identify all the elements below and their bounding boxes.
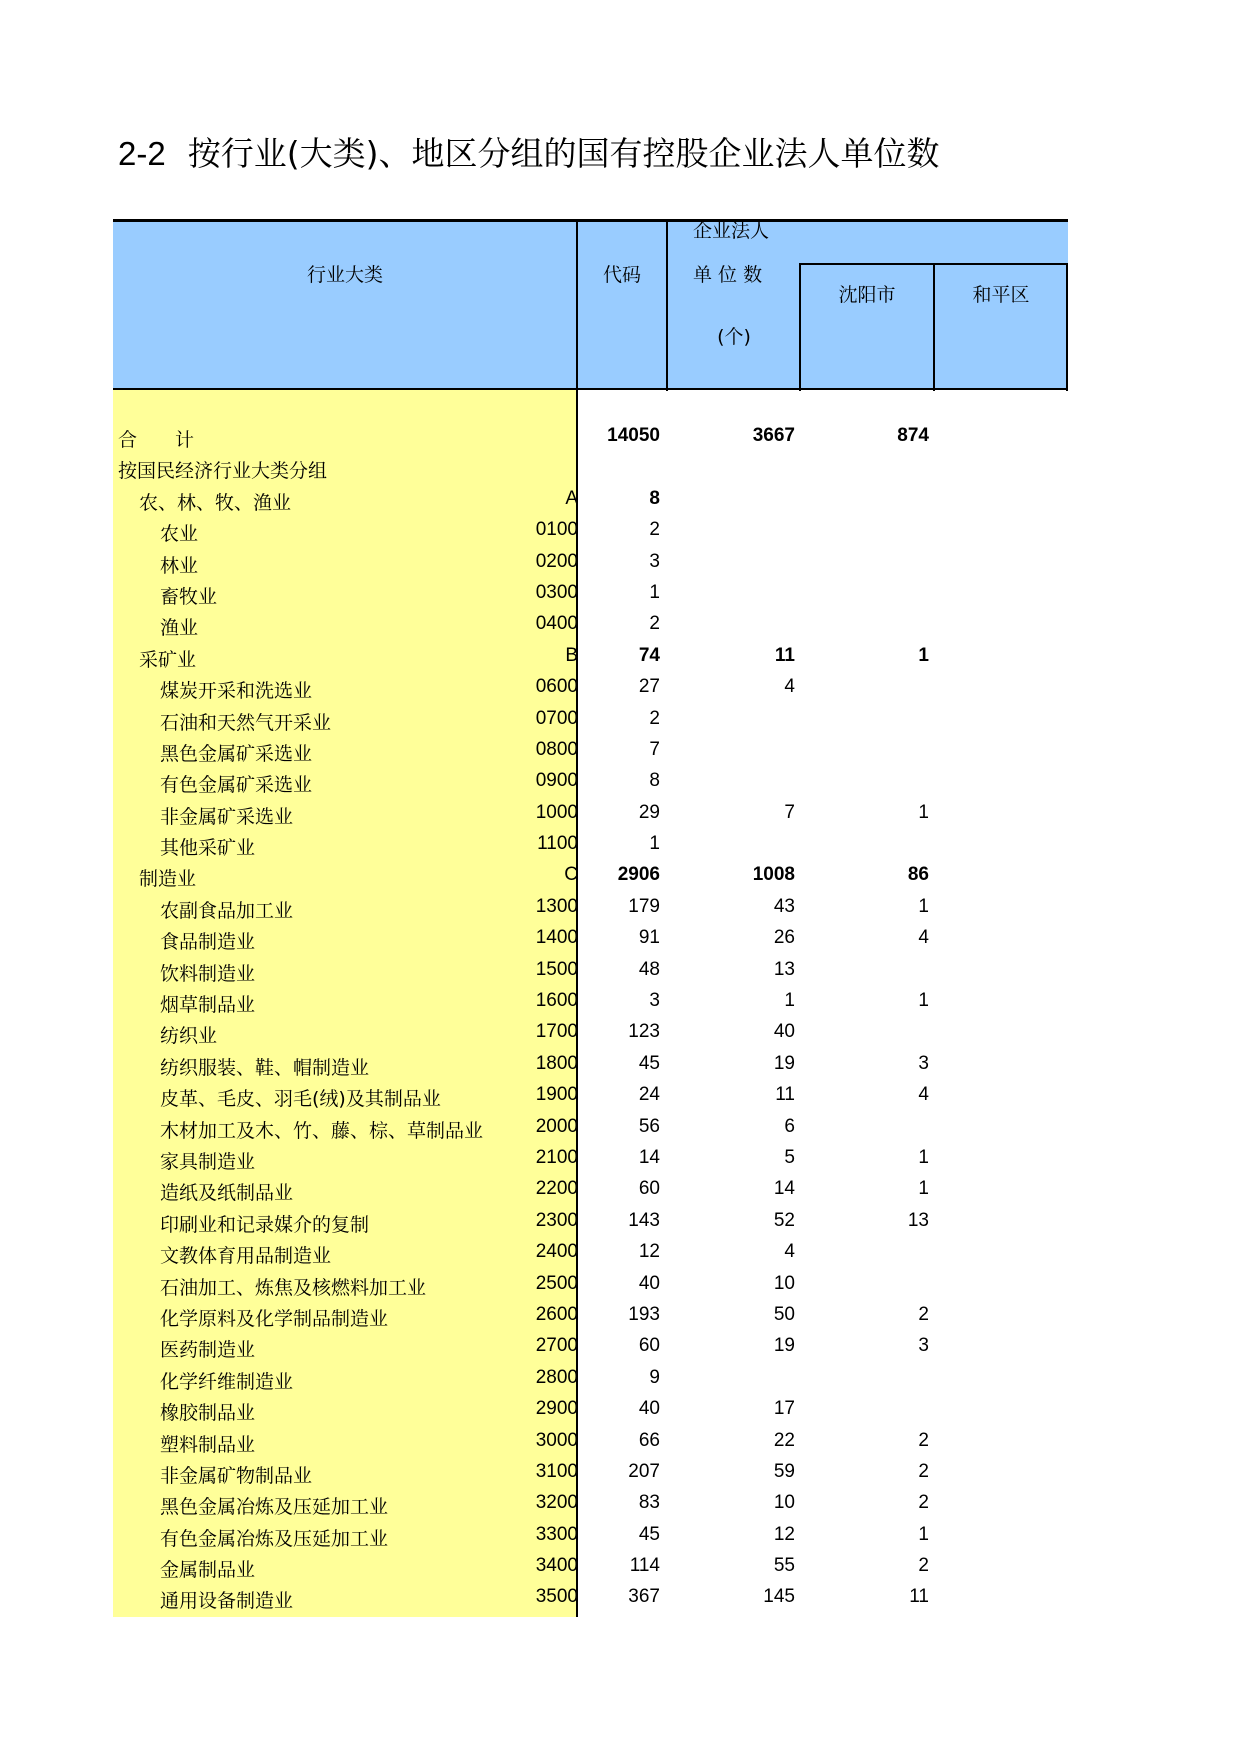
table-row <box>113 955 1068 986</box>
industry-name: 按国民经济行业大类分组 <box>118 460 328 483</box>
table-row <box>113 609 1068 640</box>
table-row <box>113 923 1068 954</box>
shenyang-count: 17 <box>773 1398 795 1420</box>
table-row <box>113 1457 1068 1488</box>
column-divider <box>666 222 668 391</box>
industry-name: 非金属矿采选业 <box>160 805 294 828</box>
table-row <box>113 1112 1068 1143</box>
shenyang-count: 13 <box>773 958 795 980</box>
industry-code: 1900 <box>535 1084 578 1106</box>
total-count: 8 <box>649 487 660 509</box>
industry-name: 造纸及纸制品业 <box>160 1182 294 1205</box>
shenyang-count: 4 <box>784 676 795 698</box>
heping-count: 3 <box>918 1335 929 1357</box>
industry-code: 2800 <box>535 1366 578 1388</box>
total-count: 7 <box>649 738 660 760</box>
table-row <box>113 986 1068 1017</box>
industry-code: 2900 <box>535 1398 578 1420</box>
industry-name: 橡胶制品业 <box>160 1402 256 1425</box>
table-row <box>113 829 1068 860</box>
header-unit-of-measure: (个) <box>717 326 751 348</box>
total-count: 45 <box>638 1052 660 1074</box>
industry-code: 2700 <box>535 1335 578 1357</box>
total-count: 2 <box>649 519 660 541</box>
header-industry: 行业大类 <box>306 264 383 286</box>
table-row <box>113 1520 1068 1551</box>
industry-name: 合 计 <box>118 429 195 451</box>
shenyang-count: 55 <box>773 1555 795 1577</box>
table-row <box>113 1331 1068 1362</box>
industry-name: 非金属矿物制品业 <box>160 1464 313 1487</box>
industry-code: A <box>565 487 578 509</box>
shenyang-count: 145 <box>763 1586 795 1608</box>
total-count: 1 <box>649 581 660 603</box>
total-count: 40 <box>638 1272 660 1294</box>
total-count: 27 <box>638 676 660 698</box>
total-count: 45 <box>638 1523 660 1545</box>
heping-count: 1 <box>918 1146 929 1168</box>
industry-code: 3000 <box>535 1429 578 1451</box>
industry-code: 2500 <box>535 1272 578 1294</box>
table-row <box>113 672 1068 703</box>
heping-count: 2 <box>918 1460 929 1482</box>
header-shenyang: 沈阳市 <box>838 284 896 306</box>
shenyang-count: 14 <box>773 1178 795 1200</box>
table-row <box>113 766 1068 797</box>
heping-count: 1 <box>918 990 929 1012</box>
header-group: 企业法人 <box>693 220 770 242</box>
heping-count: 1 <box>918 1523 929 1545</box>
industry-code: 1000 <box>535 801 578 823</box>
heping-count: 874 <box>897 425 929 446</box>
total-count: 207 <box>628 1460 660 1482</box>
heping-count: 2 <box>918 1429 929 1451</box>
shenyang-count: 26 <box>773 927 795 949</box>
shenyang-count: 59 <box>773 1460 795 1482</box>
total-count: 2 <box>649 613 660 635</box>
industry-name: 文教体育用品制造业 <box>160 1245 332 1268</box>
total-count: 12 <box>638 1241 660 1263</box>
total-count: 114 <box>629 1555 660 1577</box>
table-row <box>113 1017 1068 1048</box>
industry-name: 石油加工、炼焦及核燃料加工业 <box>160 1276 427 1299</box>
industry-name: 食品制造业 <box>160 931 256 954</box>
industry-name: 家具制造业 <box>160 1150 256 1173</box>
header-units: 单 位 数 <box>693 264 763 286</box>
industry-name: 畜牧业 <box>160 585 218 608</box>
industry-name: 饮料制造业 <box>160 962 256 985</box>
shenyang-count: 19 <box>773 1052 795 1074</box>
table-row <box>113 421 1068 452</box>
heping-count: 3 <box>918 1052 929 1074</box>
industry-code: 3200 <box>535 1492 578 1514</box>
industry-code: 2100 <box>535 1146 578 1168</box>
table-number: 2-2 <box>118 135 166 172</box>
industry-name: 通用设备制造业 <box>160 1590 294 1613</box>
total-count: 60 <box>638 1178 660 1200</box>
industry-name: 农副食品加工业 <box>160 899 294 922</box>
heping-count: 4 <box>918 1084 929 1106</box>
shenyang-count: 1008 <box>752 864 795 886</box>
industry-code: 0900 <box>535 770 578 792</box>
total-count: 2906 <box>617 864 660 886</box>
industry-name: 医药制造业 <box>160 1339 256 1362</box>
table-row <box>113 1551 1068 1582</box>
table-row <box>113 578 1068 609</box>
industry-code: 0200 <box>535 550 578 572</box>
industry-name: 制造业 <box>139 868 197 891</box>
industry-code: 3300 <box>535 1523 578 1545</box>
industry-name: 皮革、毛皮、羽毛(绒)及其制品业 <box>160 1088 441 1111</box>
shenyang-count: 11 <box>775 1084 795 1106</box>
heping-count: 1 <box>918 801 929 823</box>
industry-code: 0300 <box>535 581 578 603</box>
total-count: 367 <box>628 1586 660 1608</box>
industry-name: 林业 <box>160 554 199 577</box>
table-row <box>113 1394 1068 1425</box>
industry-code: 0400 <box>535 613 578 635</box>
industry-name: 黑色金属矿采选业 <box>160 742 313 765</box>
total-count: 143 <box>628 1209 660 1231</box>
industry-name: 渔业 <box>160 617 199 640</box>
table-row <box>113 704 1068 735</box>
total-count: 74 <box>638 644 660 666</box>
table-row <box>113 1269 1068 1300</box>
industry-code: 1300 <box>535 895 578 917</box>
table-row <box>113 1174 1068 1205</box>
table-row <box>113 892 1068 923</box>
table-row <box>113 1300 1068 1331</box>
table-row <box>113 641 1068 672</box>
industry-name: 石油和天然气开采业 <box>160 711 332 734</box>
heping-count: 4 <box>918 927 929 949</box>
total-count: 83 <box>638 1492 660 1514</box>
industry-name: 煤炭开采和洗选业 <box>160 680 313 703</box>
table-row <box>113 1080 1068 1111</box>
industry-code: 3400 <box>535 1555 578 1577</box>
industry-code: 2400 <box>535 1241 578 1263</box>
shenyang-count: 4 <box>784 1241 795 1263</box>
table-row <box>113 860 1068 891</box>
table-row <box>113 1237 1068 1268</box>
table-row <box>113 1363 1068 1394</box>
industry-name: 木材加工及木、竹、藤、棕、草制品业 <box>160 1119 484 1142</box>
shenyang-count: 11 <box>774 644 795 666</box>
table-row <box>113 1049 1068 1080</box>
heping-count: 1 <box>918 1178 929 1200</box>
table-row <box>113 484 1068 515</box>
industry-code: 1800 <box>535 1052 578 1074</box>
industry-code: C <box>564 864 578 886</box>
heping-count: 2 <box>918 1303 929 1325</box>
table-header <box>113 219 1068 390</box>
column-divider <box>576 222 578 391</box>
table-row <box>113 452 1068 483</box>
total-count: 40 <box>638 1398 660 1420</box>
total-count: 48 <box>638 958 660 980</box>
total-count: 66 <box>638 1429 660 1451</box>
industry-code: 1700 <box>535 1021 578 1043</box>
heping-count: 11 <box>909 1586 929 1608</box>
table-body <box>113 421 1068 1614</box>
total-count: 8 <box>649 770 660 792</box>
table-title: 按行业(大类)、地区分组的国有控股企业法人单位数 <box>187 134 940 173</box>
total-count: 29 <box>638 801 660 823</box>
total-count: 60 <box>638 1335 660 1357</box>
shenyang-count: 52 <box>773 1209 795 1231</box>
total-count: 3 <box>649 990 660 1012</box>
total-count: 91 <box>638 927 660 949</box>
shenyang-count: 43 <box>773 895 795 917</box>
industry-name: 黑色金属冶炼及压延加工业 <box>160 1496 389 1519</box>
industry-name: 纺织服装、鞋、帽制造业 <box>160 1056 370 1079</box>
table-row <box>113 1426 1068 1457</box>
industry-code: 1100 <box>537 833 578 855</box>
shenyang-count: 10 <box>773 1492 795 1514</box>
total-count: 56 <box>638 1115 660 1137</box>
shenyang-count: 3667 <box>752 425 795 446</box>
shenyang-count: 10 <box>773 1272 795 1294</box>
total-count: 2 <box>649 707 660 729</box>
industry-code: 0700 <box>535 707 578 729</box>
table-row <box>113 547 1068 578</box>
industry-code: 1600 <box>535 990 578 1012</box>
industry-code: 2300 <box>535 1209 578 1231</box>
industry-code: 2000 <box>535 1115 578 1137</box>
industry-code: 3500 <box>535 1586 578 1608</box>
industry-name: 金属制品业 <box>160 1559 256 1582</box>
total-count: 14 <box>638 1146 660 1168</box>
heping-count: 2 <box>918 1555 929 1577</box>
industry-name: 有色金属矿采选业 <box>160 774 313 797</box>
total-count: 179 <box>628 895 660 917</box>
industry-name: 化学纤维制造业 <box>160 1370 294 1393</box>
table-row <box>113 1582 1068 1613</box>
table-row <box>113 735 1068 766</box>
total-count: 1 <box>649 833 660 855</box>
table-row <box>113 1206 1068 1237</box>
heping-count: 1 <box>918 644 929 666</box>
header-heping: 和平区 <box>972 284 1030 306</box>
industry-name: 塑料制品业 <box>160 1433 256 1456</box>
shenyang-count: 50 <box>773 1303 795 1325</box>
total-count: 24 <box>638 1084 660 1106</box>
heping-count: 1 <box>918 895 929 917</box>
shenyang-count: 7 <box>784 801 795 823</box>
table-row <box>113 1488 1068 1519</box>
table-row <box>113 515 1068 546</box>
industry-code: 0100 <box>535 519 578 541</box>
industry-code: 1400 <box>535 927 578 949</box>
heping-count: 13 <box>907 1209 929 1231</box>
table-row <box>113 1143 1068 1174</box>
industry-name: 农业 <box>160 523 199 546</box>
shenyang-count: 19 <box>773 1335 795 1357</box>
total-count: 193 <box>628 1303 660 1325</box>
industry-name: 烟草制品业 <box>160 994 256 1017</box>
industry-code: 2600 <box>535 1303 578 1325</box>
heping-count: 86 <box>907 864 929 886</box>
industry-name: 有色金属冶炼及压延加工业 <box>160 1527 389 1550</box>
shenyang-count: 22 <box>773 1429 795 1451</box>
shenyang-count: 1 <box>784 990 795 1012</box>
industry-name: 纺织业 <box>160 1025 218 1048</box>
total-count: 9 <box>649 1366 660 1388</box>
shenyang-count: 12 <box>773 1523 795 1545</box>
industry-code: 3100 <box>535 1460 578 1482</box>
total-count: 123 <box>628 1021 660 1043</box>
shenyang-count: 6 <box>784 1115 795 1137</box>
industry-code: B <box>565 644 578 666</box>
shenyang-count: 5 <box>784 1146 795 1168</box>
industry-name: 采矿业 <box>139 648 197 671</box>
industry-name: 化学原料及化学制品制造业 <box>160 1307 389 1330</box>
page-title <box>118 128 939 175</box>
industry-name: 印刷业和记录媒介的复制 <box>160 1213 370 1236</box>
total-count: 14050 <box>607 425 660 446</box>
header-code: 代码 <box>602 264 641 286</box>
table-row <box>113 798 1068 829</box>
industry-name: 其他采矿业 <box>160 837 256 860</box>
industry-code: 1500 <box>535 958 578 980</box>
column-divider <box>1066 263 1068 391</box>
total-count: 3 <box>649 550 660 572</box>
shenyang-count: 40 <box>773 1021 795 1043</box>
industry-name: 农、林、牧、渔业 <box>139 491 292 514</box>
industry-code: 0600 <box>535 676 578 698</box>
industry-code: 2200 <box>535 1178 578 1200</box>
industry-code: 0800 <box>535 738 578 760</box>
heping-count: 2 <box>918 1492 929 1514</box>
